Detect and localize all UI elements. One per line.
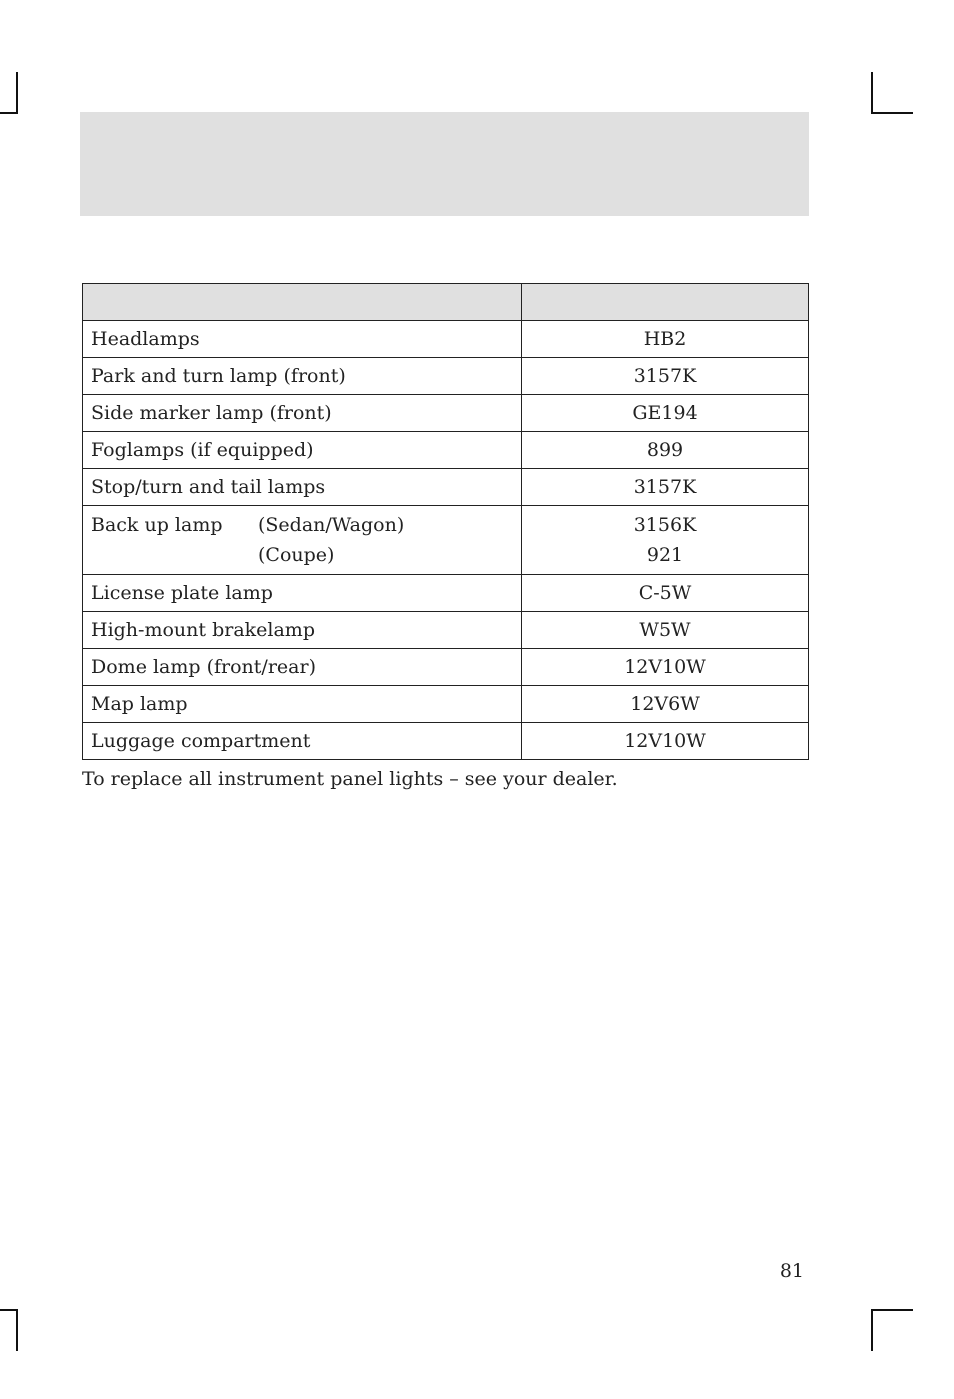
table-row [83, 612, 809, 649]
table-row [83, 432, 809, 469]
crop-mark-top-left-v [16, 72, 18, 114]
function-cell: License plate lamp [83, 575, 522, 612]
header-cell-bulb [522, 284, 809, 321]
bulb-cell: HB2 [522, 321, 809, 358]
bulb-specification-table [82, 283, 809, 760]
table-row [83, 649, 809, 686]
function-cell: Foglamps (if equipped) [83, 432, 522, 469]
bulb-value: 3156K [633, 514, 697, 536]
bulb-cell: 12V6W [522, 686, 809, 723]
table-row [83, 723, 809, 760]
crop-mark-bottom-right-v [871, 1309, 873, 1351]
function-cell: Luggage compartment [83, 723, 522, 760]
function-cell: Park and turn lamp (front) [83, 358, 522, 395]
function-cell: Dome lamp (front/rear) [83, 649, 522, 686]
bulb-value: 921 [646, 544, 684, 566]
table-row [83, 686, 809, 723]
variant-label: (Coupe) [258, 544, 335, 566]
table-row [83, 575, 809, 612]
crop-mark-top-right-h [871, 112, 913, 114]
function-cell: Map lamp [83, 686, 522, 723]
header-cell-function [83, 284, 522, 321]
header-band [80, 112, 809, 216]
function-cell: Stop/turn and tail lamps [83, 469, 522, 506]
bulb-cell: C-5W [522, 575, 809, 612]
table-row [83, 358, 809, 395]
bulb-cell: 3157K [522, 469, 809, 506]
variant-label: (Sedan/Wagon) [258, 514, 405, 536]
crop-mark-bottom-right-h [871, 1309, 913, 1311]
function-label: Back up lamp [91, 514, 223, 536]
table-row [83, 506, 809, 575]
function-cell: Side marker lamp (front) [83, 395, 522, 432]
crop-mark-bottom-left-v [16, 1309, 18, 1351]
bulb-cell: 12V10W [522, 649, 809, 686]
table-row [83, 469, 809, 506]
bulb-cell: GE194 [522, 395, 809, 432]
crop-mark-top-left-h [0, 112, 18, 114]
crop-mark-top-right-v [871, 72, 873, 114]
bulb-cell: 12V10W [522, 723, 809, 760]
table-row [83, 395, 809, 432]
table-row [83, 321, 809, 358]
bulb-cell: 3157K [522, 358, 809, 395]
function-cell: High-mount brakelamp [83, 612, 522, 649]
function-cell [83, 506, 522, 575]
function-cell: Headlamps [83, 321, 522, 358]
bulb-cell: 899 [522, 432, 809, 469]
page-number: 81 [779, 1260, 804, 1282]
instrument-panel-note: To replace all instrument panel lights – see your dealer. [82, 768, 618, 790]
table-header-row [83, 284, 809, 321]
crop-mark-bottom-left-h [0, 1309, 18, 1311]
bulb-cell [522, 506, 809, 575]
bulb-cell: W5W [522, 612, 809, 649]
